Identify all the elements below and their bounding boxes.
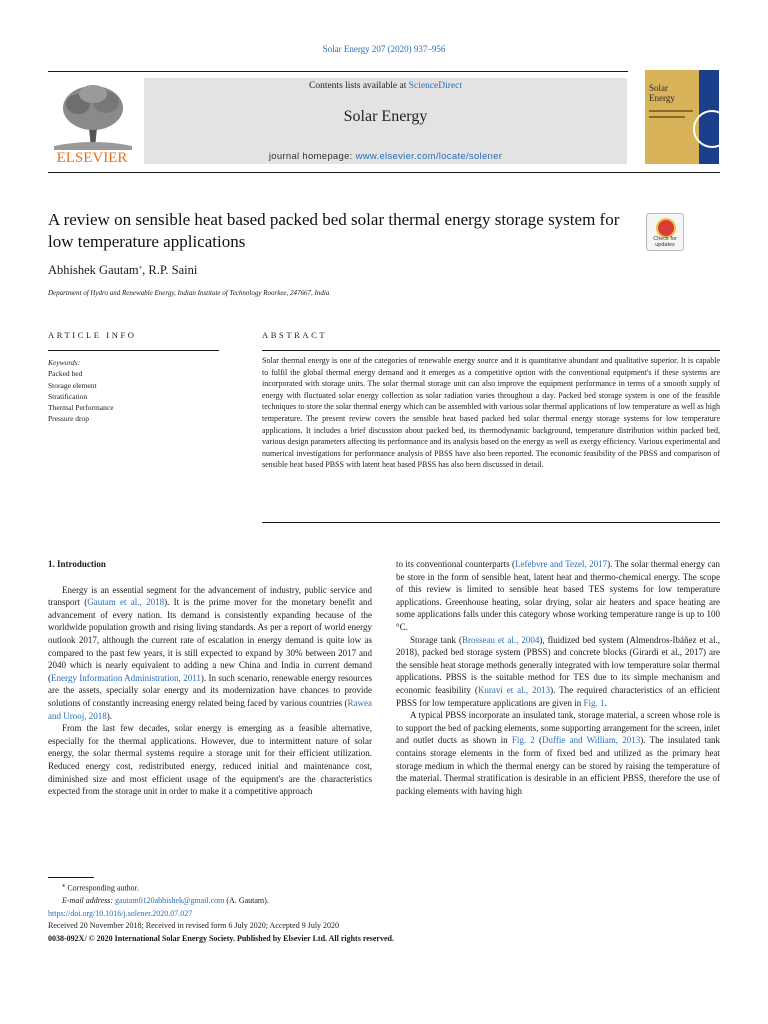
paragraph: Energy is an essential segment for the advancement of industry, public service and transport (Gautam et al., 2018). It is the prime mover for the monetary benefit and advancement of every nation. Its demand is consistently expanding because of the worldwide population growth and rising living standards. As per a report of world energy outlook 2017, although the current rate of escalation in energy demand is quite low as compared to the past few years, it is still expected to expand by 30% between 2017 and 2040 which is nearly equivalent to adding a new China and India in current demand (Energy Information Administration, 2011). In such scenario, renewable energy resources are the assets, specially solar energy and its modernization have chances to provide solutions of constantly increasing energy related being faced by various countries (Rawea and Urooj, 2018).: [48, 584, 372, 721]
author-name: R.P. Saini: [148, 263, 198, 278]
journal-name: Solar Energy: [343, 108, 428, 125]
globe-icon: [693, 110, 719, 148]
crossmark-icon: [656, 218, 676, 238]
author-name: Abhishek Gautam: [48, 263, 139, 278]
article-info-rule: [48, 350, 219, 351]
keyword-item: Thermal Performance: [48, 403, 114, 413]
keyword-item: Storage element: [48, 380, 97, 390]
corresponding-author-note: ⁎ Corresponding author.: [62, 882, 139, 893]
check-updates-label: Check for updates: [653, 236, 677, 248]
body-column-left: [48, 558, 372, 798]
footnotes: [48, 880, 394, 945]
email-link[interactable]: gautam0120abhishek@gmail.com: [115, 896, 225, 906]
figure-link[interactable]: Fig. 1: [583, 697, 605, 708]
check-for-updates-button[interactable]: [646, 213, 684, 251]
contents-line: Contents lists available at ScienceDirect: [308, 81, 462, 91]
abstract-heading: ABSTRACT: [262, 330, 328, 340]
paragraph: From the last few decades, solar energy is emerging as a feasible alternative, especially for the thermal applications. However, due to intermittent nature of solar energy, the solar thermal systems require a storage unit for their efficient utilization. Reduced energy cost, redistributed energy, reduced initial and maintenance cost, diminished size and most efficient usage of the equipment's are the characteristics expected from the storage unit in order to make it a competitive approach: [48, 723, 372, 797]
email-note: E-mail address: gautam0120abhishek@gmail.com (A. Gautam).: [62, 896, 269, 906]
section-heading: 1. Introduction: [48, 559, 106, 569]
received-dates: Received 20 November 2018; Received in revised form 6 July 2020; Accepted 9 July 2020: [48, 921, 340, 931]
abstract-rule: [262, 350, 720, 351]
citation-link[interactable]: Gautam et al., 2018: [87, 597, 165, 608]
journal-citation[interactable]: Solar Energy 207 (2020) 937–956: [322, 44, 446, 54]
cover-line: [649, 116, 685, 118]
paragraph: A typical PBSS incorporate an insulated tank, storage material, a screen whose role is to support the bed of packing elements, some supporting arrangement for the screen, inlet and outlet ducts as shown in Fig. 2 (Duffie and William, 2013). The insulated tank contains storage elements in the form of fixed bed and utilized as the primary heat storage medium in which the thermal energy can be stored by raising the temperature of the material. Thermal stratification is desirable in an efficient PBSS, therefore the use of packing elements with having high: [396, 710, 720, 796]
elsevier-tree-icon: [48, 76, 136, 164]
keywords-block: [48, 357, 114, 425]
cover-title: Solar Energy: [649, 83, 675, 103]
citation-link[interactable]: Rawea and Urooj, 2018: [48, 697, 372, 721]
body-column-right: [396, 558, 720, 797]
journal-banner: [144, 78, 627, 164]
citation-link[interactable]: Kuravi et al., 2013: [477, 684, 551, 695]
article-info-heading: ARTICLE INFO: [48, 330, 137, 340]
abstract-text: Solar thermal energy is one of the categories of renewable energy source and it is quantitative abundant and qualitative superior. It is capable to fulfil the global thermal energy demand and it emerges as a competitive option with the conventional equipment's if these systems are incorporated with storage units. The solar thermal storage unit can also improve the equipment performance in terms of a smooth supply of energy with fluctuated solar energy collection as solar radiation varies throughout a day. Packed bed storage system is one of the feasible techniques to store the solar thermal energy which can be assembled with various solar thermal applications of low temperature as well as high temperature. The present review covers the sensible heat based packed bed solar thermal energy storage systems for low temperature applications. It includes a brief discussion about packed bed, its thermodynamic background, temperature distribution within packed bed, various design parameters affecting its performance and its analysis based on the energy as well as exergy efficiency. Various experimental and numerical investigations for performance analysis of PBSS have also been reported. The economic feasibility of the PBSS and comparison of sensible heat based PBSS with latent heat based PBSS has also been discussed in detail.: [262, 356, 720, 470]
keyword-item: Packed bed: [48, 369, 83, 379]
sciencedirect-link[interactable]: ScienceDirect: [408, 81, 462, 91]
citation-link[interactable]: Energy Information Administration, 2011: [51, 672, 201, 683]
doi-link[interactable]: https://doi.org/10.1016/j.solener.2020.07.027: [48, 908, 193, 918]
header-rule-top: [48, 71, 628, 72]
journal-masthead: [48, 76, 720, 166]
svg-text:ELSEVIER: ELSEVIER: [56, 150, 128, 164]
footnote-rule: [48, 877, 94, 878]
keyword-item: Pressure drop: [48, 414, 90, 424]
keyword-item: Stratification: [48, 391, 88, 401]
paragraph: Storage tank (Brosseau et al., 2004), fluidized bed system (Almendros-Ibáñez et al., 2018), packed bed storage system (PBSS) and concrete blocks (Girardi et al., 2017) are the sensible heat storage methods generally integrated with low temperature solar thermal applications. PBSS is the suitable method for TES due to its simple mechanism and economic feasibility (Kuravi et al., 2013). The required characteristics of an efficient PBSS for low temperature applications are given in Fig. 1.: [396, 634, 720, 708]
elsevier-logo[interactable]: [48, 76, 136, 164]
copyright: 0038-092X/ © 2020 International Solar Energy Society. Published by Elsevier Ltd. All rights reserved.: [48, 933, 394, 943]
affiliation: Department of Hydro and Renewable Energy, Indian Institute of Technology Roorkee, 247667, India: [48, 289, 330, 297]
citation-link[interactable]: Lefebvre and Tezel, 2017: [515, 559, 608, 569]
paragraph: to its conventional counterparts (Lefebvre and Tezel, 2017). The solar thermal energy can be store in the form of sensible heat, latent heat and thermo-chemical energy. The scope of this review is limited to sensible heat based TES systems for low temperature applications. Greenhouse heating, solar drying, solar air heaters and space heating are some applications falls under this category whose working temperature range is up to 100 °C.: [396, 559, 721, 632]
keywords-label: Keywords:: [48, 358, 81, 367]
cover-line: [649, 110, 693, 112]
author-list: Abhishek Gautam⁎, R.P. Saini: [48, 263, 198, 278]
corresponding-author-mark[interactable]: ⁎: [138, 263, 143, 271]
header-rule-bottom: [48, 172, 720, 173]
journal-homepage: journal homepage: www.elsevier.com/locate/solener: [268, 151, 503, 162]
journal-cover-thumbnail[interactable]: [645, 70, 719, 164]
article-title: A review on sensible heat based packed bed solar thermal energy storage system for low temperature applications: [48, 210, 620, 251]
citation-link[interactable]: Brosseau et al., 2004: [461, 634, 540, 645]
citation-link[interactable]: Duffie and William, 2013: [542, 735, 641, 746]
figure-link[interactable]: Fig. 2: [511, 735, 535, 746]
abstract-rule-bottom: [262, 522, 720, 523]
homepage-link[interactable]: www.elsevier.com/locate/solener: [355, 151, 503, 162]
